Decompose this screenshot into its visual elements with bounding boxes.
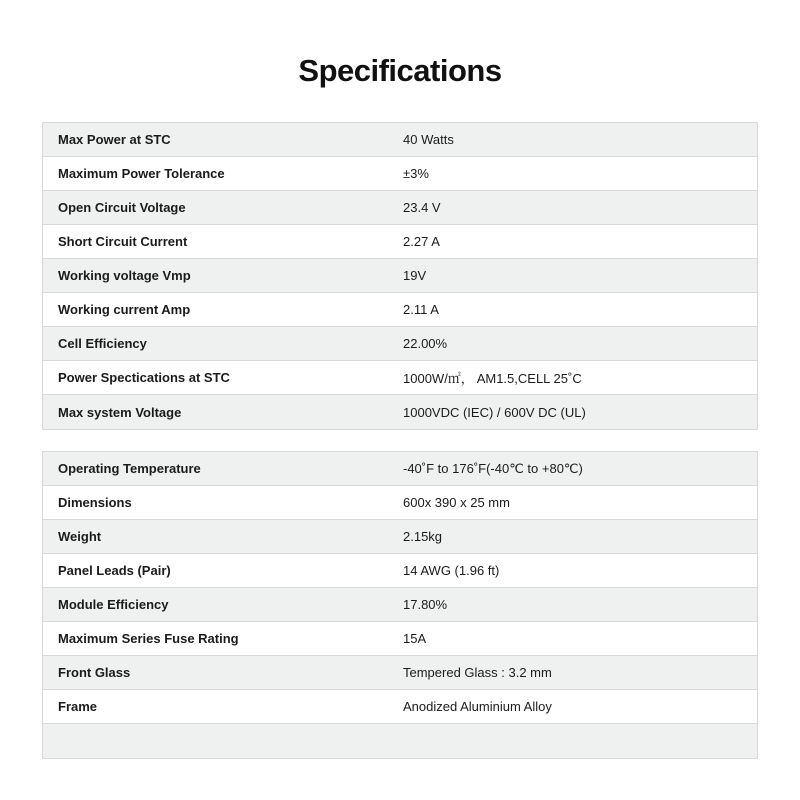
spec-row-max-power — [43, 123, 757, 157]
spec-label: Frame — [58, 699, 98, 714]
spec-label: Short Circuit Current — [58, 234, 188, 249]
spec-row-fuse-rating — [43, 622, 757, 656]
spec-value: ±3% — [403, 166, 429, 181]
spec-value: 1000W/㎡， AM1.5,CELL 25˚C — [403, 371, 582, 386]
spec-label: Front Glass — [58, 665, 131, 680]
spec-label: Open Circuit Voltage — [58, 200, 186, 215]
spec-table-bottom — [42, 451, 758, 759]
spec-row-frame — [43, 690, 757, 724]
spec-label: Operating Temperature — [58, 461, 201, 476]
spec-row-front-glass — [43, 656, 757, 690]
spec-value: 14 AWG (1.96 ft) — [403, 563, 500, 578]
spec-label: Max Power at STC — [58, 132, 171, 147]
spec-value: 40 Watts — [403, 132, 454, 147]
spec-label: Panel Leads (Pair) — [58, 563, 171, 578]
spec-value: 2.15kg — [403, 529, 443, 544]
spec-value: Tempered Glass : 3.2 mm — [403, 665, 552, 680]
spec-label: Dimensions — [58, 495, 132, 510]
spec-table-top — [42, 122, 758, 430]
spec-value: 2.27 A — [403, 234, 440, 249]
page-title: Specifications — [298, 53, 502, 88]
spec-value: 22.00% — [403, 336, 448, 351]
spec-value: 19V — [403, 268, 427, 283]
spec-row-max-system-voltage — [43, 395, 757, 429]
spec-label: Weight — [58, 529, 102, 544]
spec-row-dimensions — [43, 486, 757, 520]
spec-label: Cell Efficiency — [58, 336, 147, 351]
spec-row-short-circuit-current — [43, 225, 757, 259]
spec-value: 1000VDC (IEC) / 600V DC (UL) — [403, 404, 586, 420]
spec-value: 2.11 A — [403, 302, 439, 317]
spec-value: 17.80% — [403, 597, 448, 612]
spec-row-panel-leads — [43, 554, 757, 588]
spec-row-weight — [43, 520, 757, 554]
spec-row-operating-temperature — [43, 452, 757, 486]
spec-label: Module Efficiency — [58, 597, 169, 612]
spec-row-working-voltage — [43, 259, 757, 293]
spec-value: -40˚F to 176˚F(-40℃ to +80℃) — [403, 460, 583, 476]
spec-row-module-efficiency — [43, 588, 757, 622]
spec-label: Max system Voltage — [58, 404, 182, 420]
spec-label: Maximum Series Fuse Rating — [58, 631, 239, 646]
spec-label: Maximum Power Tolerance — [58, 166, 225, 181]
spec-row-power-tolerance — [43, 157, 757, 191]
spec-value: Anodized Aluminium Alloy — [403, 699, 552, 714]
spec-row-power-specifications — [43, 361, 757, 395]
spec-label: Power Spectications at STC — [58, 370, 230, 385]
spec-row-open-circuit-voltage — [43, 191, 757, 225]
spec-label: Working current Amp — [58, 302, 191, 317]
spec-value: 23.4 V — [403, 200, 441, 215]
spec-value: 15A — [403, 631, 427, 646]
spec-row-cell-efficiency — [43, 327, 757, 361]
spec-value: 600x 390 x 25 mm — [403, 495, 510, 510]
spec-label: Working voltage Vmp — [58, 268, 191, 283]
spec-row-empty — [43, 724, 757, 758]
spec-row-working-current — [43, 293, 757, 327]
